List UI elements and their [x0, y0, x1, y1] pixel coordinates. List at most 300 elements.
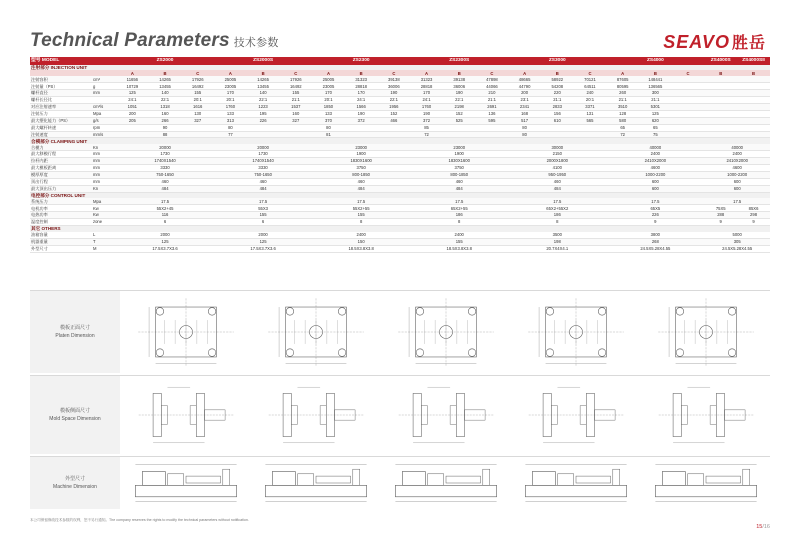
param-value: 75X5 [704, 205, 737, 212]
param-value: 305 [704, 238, 770, 245]
variant-label: B [247, 70, 280, 76]
param-value: 2341 [508, 103, 541, 110]
param-label: 最大模板距离 [30, 164, 92, 171]
param-value: 1740X1540 [214, 158, 312, 165]
param-value: 131 [574, 110, 607, 117]
param-label: 注射容积 [30, 76, 92, 82]
param-value: 17.5 [508, 198, 606, 204]
technical-drawing [642, 379, 770, 451]
param-value: 30000 [508, 144, 606, 150]
param-unit: T [92, 238, 116, 245]
param-value: 18.5X3.8X3.8 [410, 245, 508, 252]
table-row [30, 90, 770, 97]
param-value: 20:1 [574, 97, 607, 104]
param-value: 140 [247, 90, 280, 97]
param-value: 20.7X4X4.1 [508, 245, 606, 252]
technical-drawing [512, 294, 640, 370]
param-value: 21:1 [476, 97, 509, 104]
param-unit: Kw [92, 212, 116, 219]
param-unit: mm [92, 171, 116, 178]
param-label: 螺杆长径比 [30, 97, 92, 104]
param-value: 313 [214, 117, 247, 124]
param-value: 800-1850 [410, 171, 508, 178]
param-value: 160 [279, 110, 312, 117]
param-value: 3750 [410, 164, 508, 171]
variant-label: C [476, 70, 509, 76]
variant-label: C [181, 70, 214, 76]
param-value [345, 131, 378, 138]
param-value: 190 [378, 90, 411, 97]
param-value: 327 [279, 117, 312, 124]
param-value: 1318 [149, 103, 182, 110]
param-value: 17.5 [214, 198, 312, 204]
param-value: 4100 [508, 164, 606, 171]
param-value: 1051 [116, 103, 149, 110]
param-value: 40000 [704, 144, 770, 150]
param-unit: mm [92, 90, 116, 97]
param-value: 3800 [606, 232, 704, 238]
param-value: 80 [508, 131, 541, 138]
param-value: 55X3 [214, 205, 312, 212]
variant-label: A [606, 70, 639, 76]
param-label: 最大塑化能力（PS） [30, 117, 92, 124]
param-value [541, 124, 574, 131]
param-value: 565 [574, 117, 607, 124]
drawing-figure [252, 379, 380, 451]
param-value: 55X2+55 [312, 205, 410, 212]
param-value: 4600 [704, 164, 770, 171]
param-unit: mm [92, 178, 116, 185]
param-value: 11656 [116, 76, 149, 82]
param-value: 8 [312, 219, 410, 226]
param-value: 20:1 [214, 97, 247, 104]
table-row [30, 164, 770, 171]
param-value: 125 [116, 238, 214, 245]
param-value: 23:1 [508, 97, 541, 104]
param-label: 最大螺杆转速 [30, 124, 92, 131]
technical-drawing [382, 460, 510, 506]
param-value: 85 [410, 124, 443, 131]
drawing-figure [122, 294, 250, 370]
param-value: 600 [704, 185, 770, 192]
param-value: 23005 [214, 83, 247, 90]
param-value: 484 [116, 185, 214, 192]
param-value: 460 [214, 178, 312, 185]
param-value: 8 [508, 219, 606, 226]
section-title: 其它 OTHERS [30, 225, 770, 231]
technical-drawing [252, 294, 380, 370]
drawing-label: 模板正面尺寸 Platen Dimension [30, 291, 120, 373]
model-name: ZS2300 [312, 57, 410, 64]
param-value: 133 [312, 110, 345, 117]
param-value: 2410X2000 [606, 158, 704, 165]
param-value [116, 124, 149, 131]
variant-label: C [279, 70, 312, 76]
drawing-figure [252, 460, 380, 506]
param-unit: mm/s [92, 131, 116, 138]
param-value: 133 [214, 110, 247, 117]
param-value: 64511 [574, 83, 607, 90]
param-value: 31323 [345, 76, 378, 82]
param-value: 484 [214, 185, 312, 192]
param-value: 288 [704, 212, 737, 219]
param-label: 注射速度 [30, 131, 92, 138]
model-name: ZS2300S [410, 57, 508, 64]
param-value [443, 124, 476, 131]
variant-label: B [149, 70, 182, 76]
technical-drawing [382, 379, 510, 451]
param-value: 125 [639, 110, 672, 117]
variant-label: B [345, 70, 378, 76]
drawing-row-machine [30, 456, 770, 509]
param-value: 484 [410, 185, 508, 192]
param-value: 17.5X3.7X3.6 [116, 245, 214, 252]
param-unit: Kn [92, 144, 116, 150]
param-value: 3330 [116, 164, 214, 171]
param-value: 1730 [214, 151, 312, 158]
param-value: 2400 [312, 232, 410, 238]
param-unit: g/s [92, 117, 116, 124]
param-value: 298 [737, 212, 770, 219]
param-value: 155 [279, 90, 312, 97]
param-value: 1830X1600 [410, 158, 508, 165]
param-label: 对应注射速率 [30, 103, 92, 110]
param-value: 1760 [214, 103, 247, 110]
param-value: 21:1 [279, 97, 312, 104]
table-row [30, 212, 770, 219]
variant-label: B [704, 70, 737, 76]
param-value: 1830X1600 [312, 158, 410, 165]
param-value: 23005 [312, 83, 345, 90]
spec-table [30, 57, 770, 253]
technical-drawing [122, 460, 250, 506]
param-value: 3510 [606, 103, 639, 110]
param-value: 80595 [606, 83, 639, 90]
param-value: 77 [214, 131, 247, 138]
param-value: 750-1650 [116, 171, 214, 178]
param-value: 75 [639, 131, 672, 138]
param-value: 17.5X3.7X3.6 [214, 245, 312, 252]
param-value: 65X5 [606, 205, 704, 212]
param-value: 5000 [704, 232, 770, 238]
param-label: 电机功率 [30, 205, 92, 212]
param-label: 注射量（PS） [30, 83, 92, 90]
param-value: 36006 [378, 83, 411, 90]
param-value: 16492 [181, 83, 214, 90]
param-value: 58922 [541, 76, 574, 82]
page-title: Technical Parameters 技术参数 [30, 30, 279, 51]
param-value: 24.5X5.28X4.55 [606, 245, 704, 252]
param-value: 130 [181, 110, 214, 117]
param-value: 85X6 [737, 205, 770, 212]
param-value: 460 [116, 178, 214, 185]
param-value: 17.5 [704, 198, 770, 204]
param-value: 580 [606, 117, 639, 124]
param-value: 260 [606, 90, 639, 97]
param-label: 机器重量 [30, 238, 92, 245]
param-value: 20000 [116, 144, 214, 150]
technical-drawing [642, 294, 770, 370]
param-value: 155 [312, 212, 410, 219]
param-value: 72 [606, 131, 639, 138]
param-value: 620 [639, 117, 672, 124]
table-row [30, 117, 770, 124]
param-value: 517 [508, 117, 541, 124]
model-name: ZS4000 [606, 57, 704, 64]
param-value: 36006 [443, 83, 476, 90]
variant-label: A [508, 70, 541, 76]
param-value: 23000 [410, 144, 508, 150]
param-value [279, 124, 312, 131]
param-value: 460 [410, 178, 508, 185]
param-value: 2000 [116, 232, 214, 238]
param-value: 136565 [639, 83, 672, 90]
table-row [30, 97, 770, 104]
param-value [476, 131, 509, 138]
param-value: 600 [704, 178, 770, 185]
param-value: 17926 [279, 76, 312, 82]
drawing-figure [382, 294, 510, 370]
param-value: 370 [312, 117, 345, 124]
param-value: 90 [149, 124, 182, 131]
drawing-figure [642, 294, 770, 370]
param-value [541, 131, 574, 138]
param-value: 14265 [247, 76, 280, 82]
model-name: ZS2000S [214, 57, 312, 64]
param-unit: g [92, 83, 116, 90]
table-row [30, 131, 770, 138]
param-value: 125 [116, 90, 149, 97]
param-value: 6 [116, 219, 214, 226]
param-value: 80 [312, 124, 345, 131]
technical-drawing [382, 294, 510, 370]
param-value: 6 [214, 219, 312, 226]
param-value [279, 131, 312, 138]
model-header-row [30, 57, 770, 64]
param-value: 87605 [606, 76, 639, 82]
param-value: 24:1 [410, 97, 443, 104]
param-value: 155 [181, 90, 214, 97]
param-value: 28818 [345, 83, 378, 90]
param-value: 23000 [312, 144, 410, 150]
page-number: 15/16 [756, 524, 770, 530]
drawing-figure [642, 460, 770, 506]
param-value: 1566 [345, 103, 378, 110]
param-value: 610 [541, 117, 574, 124]
drawing-figure [512, 460, 640, 506]
param-label: 温度控制 [30, 219, 92, 226]
model-name: ZS4000S [704, 57, 737, 64]
param-value: 14265 [149, 76, 182, 82]
param-value: 72 [410, 131, 443, 138]
variant-label: B [443, 70, 476, 76]
table-row [30, 205, 770, 212]
variant-label: A [116, 70, 149, 76]
variant-label: A [410, 70, 443, 76]
param-value [247, 131, 280, 138]
param-value: 300 [639, 90, 672, 97]
param-value: 2400 [606, 151, 704, 158]
param-value [378, 124, 411, 131]
param-value: 13455 [149, 83, 182, 90]
param-value: 600 [606, 178, 704, 185]
param-value: 65 [639, 124, 672, 131]
model-name: ZS2000 [116, 57, 214, 64]
table-row [30, 238, 770, 245]
param-value: 1000-2200 [606, 171, 704, 178]
param-value: 595 [476, 117, 509, 124]
param-value: 3750 [312, 164, 410, 171]
model-name: ZS4000SII [737, 57, 770, 64]
param-value: 1900 [410, 151, 508, 158]
param-value: 750-1650 [214, 171, 312, 178]
param-value: 9 [704, 219, 737, 226]
param-value: 2150 [508, 151, 606, 158]
param-value: 5301 [639, 103, 672, 110]
param-value: 484 [508, 185, 606, 192]
param-unit: Mpa [92, 110, 116, 117]
param-label: 注射压力 [30, 110, 92, 117]
param-value: 2400 [410, 232, 508, 238]
param-value: 24:1 [345, 97, 378, 104]
param-value: 65X2+55X2 [508, 205, 606, 212]
drawing-figure [122, 460, 250, 506]
param-value: 3330 [214, 164, 312, 171]
param-label: 最大顶出压力 [30, 185, 92, 192]
param-label: 外型尺寸 [30, 245, 92, 252]
param-value: 3500 [508, 232, 606, 238]
param-value: 17926 [181, 76, 214, 82]
page-title-cn: 技术参数 [233, 37, 279, 49]
table-row [30, 219, 770, 226]
technical-drawing [252, 379, 380, 451]
param-value: 2000 [214, 232, 312, 238]
param-value: 44790 [508, 83, 541, 90]
param-value: 2410X2000 [704, 158, 770, 165]
param-value: 2400 [704, 151, 770, 158]
param-value: 1900 [312, 151, 410, 158]
table-row [30, 185, 770, 192]
table-row [30, 158, 770, 165]
param-unit: rpm [92, 124, 116, 131]
param-value: 24.5X5.28X4.55 [704, 245, 770, 252]
param-value: 80 [508, 124, 541, 131]
param-label: 最大移模行程 [30, 151, 92, 158]
param-value [116, 131, 149, 138]
param-value: 31323 [410, 76, 443, 82]
param-value: 16492 [279, 83, 312, 90]
drawing-figure [382, 460, 510, 506]
param-value: 226 [247, 117, 280, 124]
param-value [181, 131, 214, 138]
param-value: 600 [606, 185, 704, 192]
param-value: 200 [508, 90, 541, 97]
param-value: 21:1 [606, 97, 639, 104]
param-value: 80 [214, 124, 247, 131]
param-value: 190 [443, 90, 476, 97]
param-value: 205 [116, 117, 149, 124]
param-value: 48665 [508, 76, 541, 82]
drawing-figure [642, 379, 770, 451]
param-value: 160 [149, 110, 182, 117]
param-value: 2833 [541, 103, 574, 110]
variant-label: C [672, 70, 705, 76]
param-value: 9 [606, 219, 704, 226]
param-value: 21:1 [541, 97, 574, 104]
footer-note: 本公司保留修改技术参数的权利，恕不另行通知。The company reserves the rights to modify the technical parameters without notification. [30, 518, 249, 522]
param-label: 螺杆直径 [30, 90, 92, 97]
technical-drawing [512, 460, 640, 506]
param-label: 模厚厚度 [30, 171, 92, 178]
param-value: 20:1 [312, 97, 345, 104]
param-value: 40000 [606, 144, 704, 150]
param-value: 1616 [181, 103, 214, 110]
param-value: 54208 [541, 83, 574, 90]
param-value: 2198 [443, 103, 476, 110]
param-value: 170 [312, 90, 345, 97]
param-value: 3371 [574, 103, 607, 110]
drawing-figure [512, 294, 640, 370]
param-value: 152 [378, 110, 411, 117]
param-label: 拉杆内距 [30, 158, 92, 165]
drawing-row-platen [30, 290, 770, 373]
variant-label: B [737, 70, 770, 76]
param-value: 1760 [410, 103, 443, 110]
param-value: 1956 [378, 103, 411, 110]
param-value: 10729 [116, 83, 149, 90]
param-value: 4600 [606, 164, 704, 171]
table-row [30, 103, 770, 110]
param-value: 220 [541, 90, 574, 97]
drawing-figure [122, 379, 250, 451]
param-value: 327 [181, 117, 214, 124]
param-value: 25005 [214, 76, 247, 82]
param-value: 2000X1800 [508, 158, 606, 165]
param-value: 17.5 [410, 198, 508, 204]
param-value: 55X2+45 [116, 205, 214, 212]
param-value: 186 [508, 212, 606, 219]
param-value: 22:1 [378, 97, 411, 104]
param-value: 1000-2200 [704, 171, 770, 178]
technical-drawing [122, 294, 250, 370]
param-unit: zone [92, 219, 116, 226]
param-value: 20:1 [181, 97, 214, 104]
param-value: 156 [541, 110, 574, 117]
param-value: 39138 [378, 76, 411, 82]
param-unit: mm [92, 158, 116, 165]
table-row [30, 151, 770, 158]
drawing-label: 模板侧面尺寸 Mold Space Dimension [30, 376, 120, 454]
param-value: 22:1 [247, 97, 280, 104]
param-value: 13455 [247, 83, 280, 90]
param-value: 170 [410, 90, 443, 97]
param-value: 1730 [116, 151, 214, 158]
section-title: 注射部分 INJECTION UNIT [30, 64, 770, 70]
drawing-label: 外型尺寸 Machine Dimension [30, 457, 120, 509]
param-unit [92, 97, 116, 104]
param-value: 125 [214, 238, 312, 245]
param-value: 9 [737, 219, 770, 226]
param-value: 24:1 [116, 97, 149, 104]
technical-drawing [122, 379, 250, 451]
param-unit: mm [92, 164, 116, 171]
param-value: 484 [312, 185, 410, 192]
table-row [30, 124, 770, 131]
drawing-figure [512, 379, 640, 451]
param-value: 65X2+55 [410, 205, 508, 212]
param-unit: Mpa [92, 198, 116, 204]
param-value [443, 131, 476, 138]
